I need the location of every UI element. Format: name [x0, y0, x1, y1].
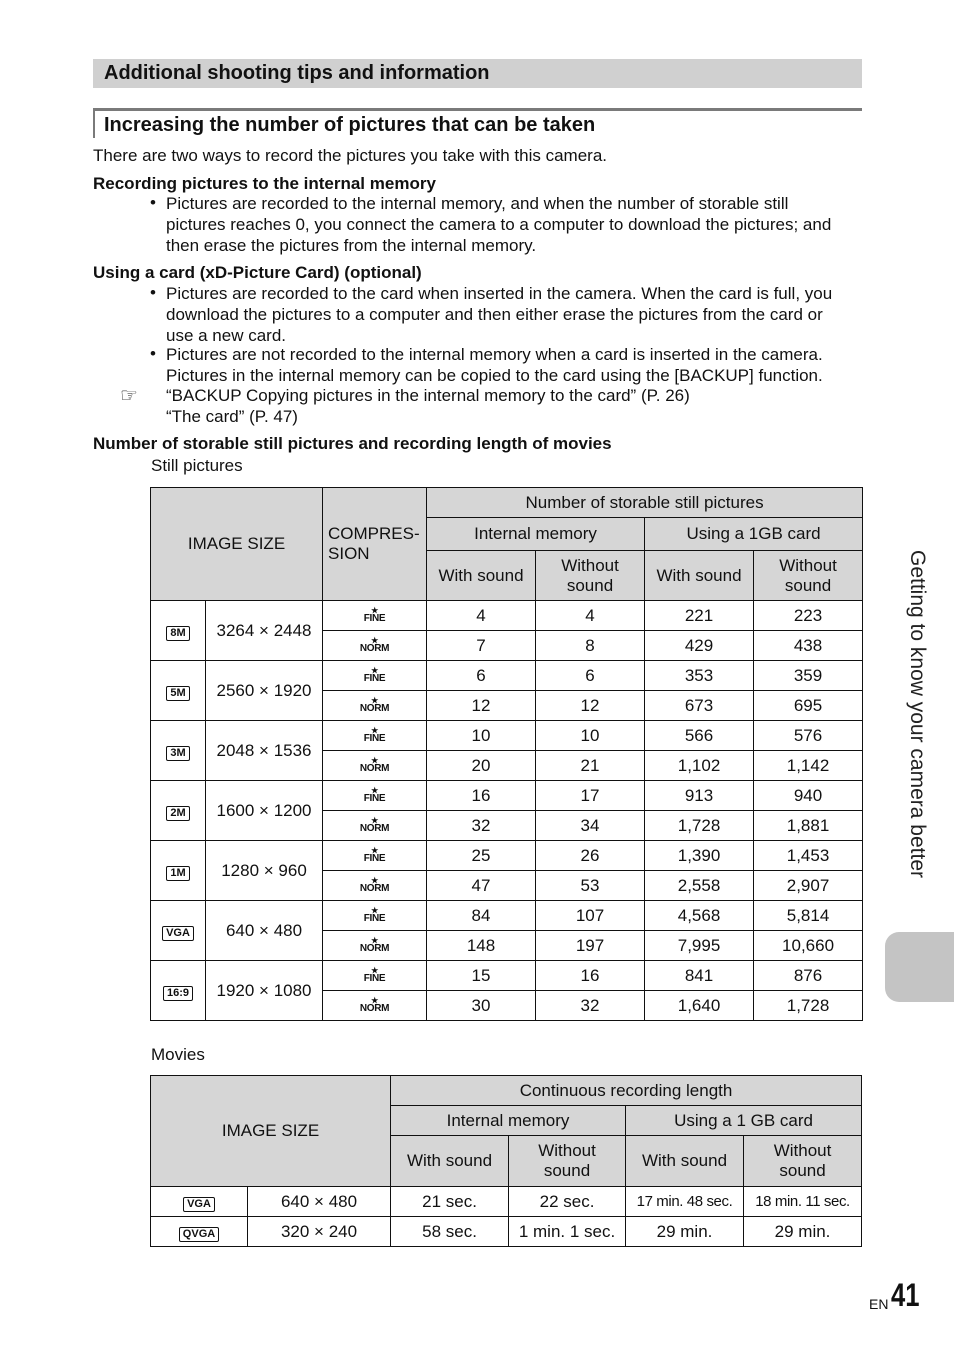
image-size-icon: 1M — [166, 866, 189, 881]
header-with-sound: With sound — [427, 551, 536, 601]
compression-cell — [323, 961, 427, 991]
compression-cell — [323, 691, 427, 721]
size-icon-cell — [151, 661, 206, 721]
bullet-dot: • — [150, 283, 156, 302]
internal-bullet — [166, 193, 862, 256]
quality-icon — [360, 757, 389, 774]
quality-label: NORM — [359, 642, 390, 654]
quality-icon — [360, 877, 389, 894]
value-cell: 21 sec. — [391, 1187, 509, 1217]
value-cell: 695 — [754, 691, 863, 721]
size-icon-cell — [151, 1217, 248, 1247]
header-internal-memory: Internal memory — [391, 1106, 626, 1136]
reference-list — [166, 385, 862, 427]
value-cell: 4,568 — [645, 901, 754, 931]
value-cell: 223 — [754, 601, 863, 631]
card-bullet-1 — [166, 283, 862, 346]
header-with-sound: With sound — [645, 551, 754, 601]
size-icon-cell — [151, 721, 206, 781]
section-header: Additional shooting tips and information — [104, 62, 490, 84]
value-cell: 30 — [427, 991, 536, 1021]
card-title: Using a card (xD-Picture Card) (optional) — [93, 263, 422, 282]
value-cell: 12 — [427, 691, 536, 721]
value-cell: 1,453 — [754, 841, 863, 871]
quality-icon — [364, 847, 386, 864]
quality-icon — [364, 787, 386, 804]
value-cell: 4 — [427, 601, 536, 631]
compression-cell — [323, 841, 427, 871]
image-size-cell: 2048 × 1536 — [206, 721, 323, 781]
header-with-sound: With sound — [626, 1136, 744, 1187]
value-cell: 17 — [536, 781, 645, 811]
value-cell: 841 — [645, 961, 754, 991]
value-cell: 940 — [754, 781, 863, 811]
storable-title: Number of storable still pictures and recording length of movies — [93, 434, 612, 453]
quality-dot: ★ — [371, 845, 378, 855]
quality-label: FINE — [363, 672, 386, 684]
value-cell: 221 — [645, 601, 754, 631]
internal-title: Recording pictures to the internal memory — [93, 174, 436, 193]
quality-dot: ★ — [371, 635, 378, 645]
reference-link[interactable]: “BACKUP Copying pictures in the internal memory to the card” (P. 26) — [166, 386, 690, 405]
compression-cell — [323, 871, 427, 901]
value-cell: 1,142 — [754, 751, 863, 781]
image-size-icon: 3M — [166, 746, 189, 761]
quality-label: FINE — [363, 852, 386, 864]
header-without-sound: Without sound — [536, 551, 645, 601]
pointing-hand-icon: ☞ — [120, 385, 138, 407]
value-cell: 913 — [645, 781, 754, 811]
compression-cell — [323, 721, 427, 751]
header-without-sound: Without sound — [744, 1136, 862, 1187]
quality-label: NORM — [359, 762, 390, 774]
value-cell: 29 min. — [626, 1217, 744, 1247]
compression-cell — [323, 661, 427, 691]
header-without-sound: Without sound — [754, 551, 863, 601]
image-size-cell: 1920 × 1080 — [206, 961, 323, 1021]
header-image-size: IMAGE SIZE — [151, 1076, 391, 1187]
image-size-icon: VGA — [162, 926, 194, 941]
value-cell: 12 — [536, 691, 645, 721]
quality-dot: ★ — [371, 935, 378, 945]
quality-dot: ★ — [371, 665, 378, 675]
quality-dot: ★ — [371, 995, 378, 1005]
table-row — [151, 961, 863, 991]
value-cell: 21 — [536, 751, 645, 781]
quality-label: NORM — [359, 882, 390, 894]
value-cell: 6 — [427, 661, 536, 691]
value-cell: 32 — [427, 811, 536, 841]
value-cell: 7,995 — [645, 931, 754, 961]
movies-label: Movies — [151, 1045, 205, 1064]
image-size-cell: 320 × 240 — [248, 1217, 391, 1247]
image-size-cell: 640 × 480 — [248, 1187, 391, 1217]
header-1gb-card: Using a 1 GB card — [626, 1106, 862, 1136]
value-cell: 10 — [536, 721, 645, 751]
image-size-cell: 1600 × 1200 — [206, 781, 323, 841]
footer-lang: EN — [869, 1296, 889, 1312]
table-row — [151, 721, 863, 751]
text-line: Pictures in the internal memory can be copied to the card using the [BACKUP] function. — [166, 366, 823, 385]
chapter-side-title: Getting to know your camera better — [906, 550, 929, 878]
value-cell: 1,728 — [645, 811, 754, 841]
quality-label: FINE — [363, 912, 386, 924]
quality-icon — [360, 937, 389, 954]
image-size-icon: 16:9 — [163, 986, 193, 1001]
compression-cell — [323, 781, 427, 811]
table-row — [151, 601, 863, 631]
chapter-tab — [885, 932, 954, 1002]
quality-dot: ★ — [371, 815, 378, 825]
image-size-icon: 2M — [166, 806, 189, 821]
value-cell: 1,102 — [645, 751, 754, 781]
value-cell: 10 — [427, 721, 536, 751]
bullet-dot: • — [150, 344, 156, 363]
quality-icon — [364, 667, 386, 684]
quality-label: NORM — [359, 702, 390, 714]
still-pictures-label: Still pictures — [151, 456, 243, 475]
image-size-icon: QVGA — [179, 1227, 219, 1242]
quality-icon — [360, 997, 389, 1014]
value-cell: 576 — [754, 721, 863, 751]
quality-dot: ★ — [371, 785, 378, 795]
value-cell: 29 min. — [744, 1217, 862, 1247]
value-cell: 25 — [427, 841, 536, 871]
compression-cell — [323, 931, 427, 961]
value-cell: 148 — [427, 931, 536, 961]
value-cell: 6 — [536, 661, 645, 691]
quality-label: NORM — [359, 1002, 390, 1014]
image-size-icon: VGA — [183, 1197, 215, 1212]
quality-icon — [360, 637, 389, 654]
table-row — [151, 901, 863, 931]
value-cell: 16 — [536, 961, 645, 991]
quality-icon — [364, 607, 386, 624]
page-number: 41 — [891, 1277, 920, 1313]
header-recording-length: Continuous recording length — [391, 1076, 862, 1106]
compression-cell — [323, 991, 427, 1021]
value-cell: 7 — [427, 631, 536, 661]
quality-dot: ★ — [371, 605, 378, 615]
quality-label: NORM — [359, 942, 390, 954]
value-cell: 58 sec. — [391, 1217, 509, 1247]
value-cell: 32 — [536, 991, 645, 1021]
table-row — [151, 1217, 862, 1247]
value-cell: 34 — [536, 811, 645, 841]
table-row — [151, 841, 863, 871]
value-cell: 4 — [536, 601, 645, 631]
compression-cell — [323, 631, 427, 661]
image-size-cell: 3264 × 2448 — [206, 601, 323, 661]
value-cell: 107 — [536, 901, 645, 931]
header-with-sound: With sound — [391, 1136, 509, 1187]
quality-label: FINE — [363, 792, 386, 804]
image-size-cell: 1280 × 960 — [206, 841, 323, 901]
value-cell: 566 — [645, 721, 754, 751]
compression-cell — [323, 751, 427, 781]
still-pictures-table — [150, 487, 863, 1021]
header-without-sound: Without sound — [509, 1136, 626, 1187]
value-cell: 84 — [427, 901, 536, 931]
card-bullet-2 — [166, 344, 862, 386]
header-image-size: IMAGE SIZE — [151, 488, 323, 601]
text-line: Pictures are recorded to the card when inserted in the camera. When the card is full, you — [166, 284, 833, 303]
reference-link[interactable]: “The card” (P. 47) — [166, 407, 298, 426]
quality-dot: ★ — [371, 965, 378, 975]
value-cell: 8 — [536, 631, 645, 661]
subheading-bar — [93, 108, 862, 138]
value-cell: 876 — [754, 961, 863, 991]
quality-icon — [364, 907, 386, 924]
image-size-cell: 2560 × 1920 — [206, 661, 323, 721]
value-cell: 1,640 — [645, 991, 754, 1021]
quality-dot: ★ — [371, 755, 378, 765]
value-cell: 438 — [754, 631, 863, 661]
quality-icon — [364, 967, 386, 984]
value-cell: 17 min. 48 sec. — [626, 1187, 744, 1217]
movies-table — [150, 1075, 862, 1247]
quality-label: FINE — [363, 972, 386, 984]
header-1gb-card: Using a 1GB card — [645, 518, 863, 551]
quality-icon — [360, 817, 389, 834]
size-icon-cell — [151, 841, 206, 901]
value-cell: 18 min. 11 sec. — [744, 1187, 862, 1217]
compression-cell — [323, 601, 427, 631]
quality-dot: ★ — [371, 695, 378, 705]
value-cell: 26 — [536, 841, 645, 871]
value-cell: 15 — [427, 961, 536, 991]
value-cell: 20 — [427, 751, 536, 781]
subheading: Increasing the number of pictures that can be taken — [104, 114, 596, 136]
text-line: pictures reaches 0, you connect the camera to a computer to download the pictures; and — [166, 215, 832, 234]
header-internal-memory: Internal memory — [427, 518, 645, 551]
image-size-icon: 5M — [166, 686, 189, 701]
section-header-bar — [93, 59, 862, 88]
size-icon-cell — [151, 961, 206, 1021]
value-cell: 2,558 — [645, 871, 754, 901]
text-line: download the pictures to a computer and then either erase the pictures from the card or — [166, 305, 823, 324]
value-cell: 47 — [427, 871, 536, 901]
header-compression: COMPRES- SION — [323, 488, 427, 601]
value-cell: 1 min. 1 sec. — [509, 1217, 626, 1247]
value-cell: 16 — [427, 781, 536, 811]
value-cell: 53 — [536, 871, 645, 901]
value-cell: 10,660 — [754, 931, 863, 961]
header-number-storable: Number of storable still pictures — [427, 488, 863, 518]
value-cell: 22 sec. — [509, 1187, 626, 1217]
value-cell: 1,390 — [645, 841, 754, 871]
text-line: Pictures are recorded to the internal memory, and when the number of storable still — [166, 194, 789, 213]
quality-dot: ★ — [371, 905, 378, 915]
compression-cell — [323, 811, 427, 841]
value-cell: 359 — [754, 661, 863, 691]
size-icon-cell — [151, 901, 206, 961]
image-size-icon: 8M — [166, 626, 189, 641]
value-cell: 1,728 — [754, 991, 863, 1021]
quality-label: FINE — [363, 732, 386, 744]
table-row — [151, 781, 863, 811]
size-icon-cell — [151, 601, 206, 661]
text-line: then erase the pictures from the internal memory. — [166, 236, 537, 255]
text-line: Pictures are not recorded to the internal memory when a card is inserted in the camera. — [166, 345, 823, 364]
table-row — [151, 1187, 862, 1217]
size-icon-cell — [151, 781, 206, 841]
intro-text: There are two ways to record the pictures you take with this camera. — [93, 146, 608, 165]
text-line: use a new card. — [166, 326, 287, 345]
quality-icon — [360, 697, 389, 714]
value-cell: 353 — [645, 661, 754, 691]
bullet-dot: • — [150, 193, 156, 212]
image-size-cell: 640 × 480 — [206, 901, 323, 961]
value-cell: 197 — [536, 931, 645, 961]
value-cell: 673 — [645, 691, 754, 721]
quality-dot: ★ — [371, 875, 378, 885]
value-cell: 2,907 — [754, 871, 863, 901]
quality-dot: ★ — [371, 725, 378, 735]
value-cell: 1,881 — [754, 811, 863, 841]
size-icon-cell — [151, 1187, 248, 1217]
quality-label: NORM — [359, 822, 390, 834]
compression-cell — [323, 901, 427, 931]
table-row — [151, 661, 863, 691]
quality-label: FINE — [363, 612, 386, 624]
value-cell: 429 — [645, 631, 754, 661]
value-cell: 5,814 — [754, 901, 863, 931]
quality-icon — [364, 727, 386, 744]
